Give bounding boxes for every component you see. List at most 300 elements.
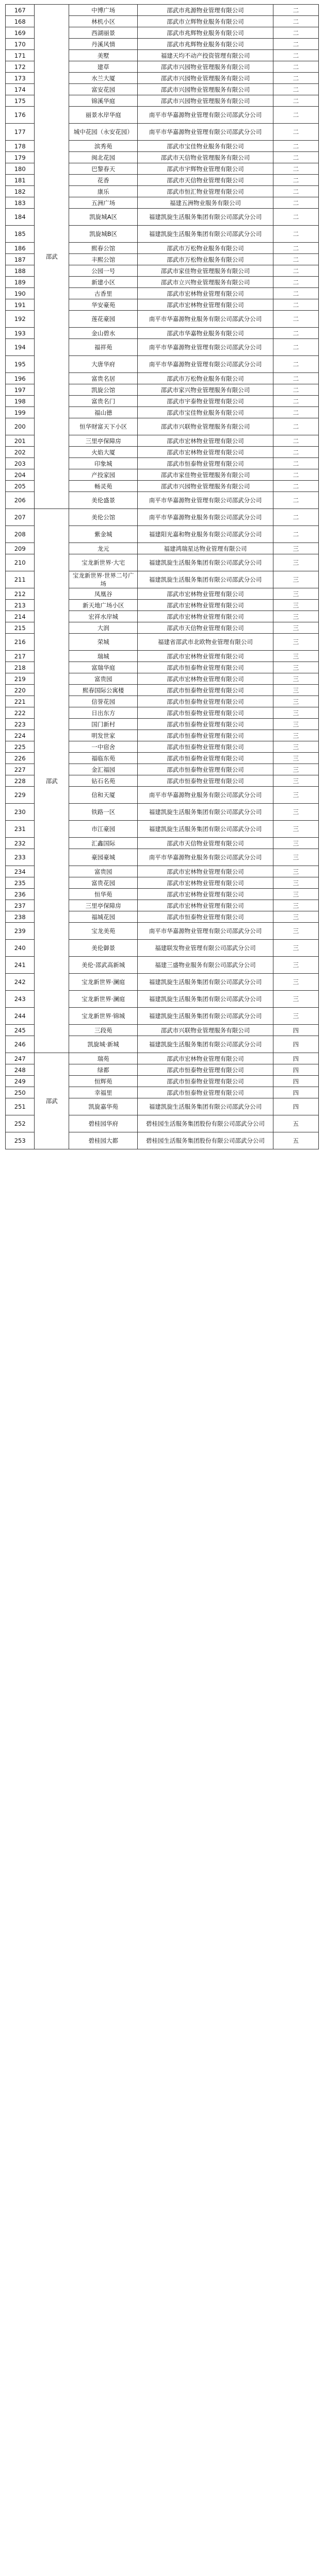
company-cell: 福建凯旋生活服务集团有限公司邵武分公司 [138, 804, 273, 821]
company-cell: 邵武市兴园物业管理服务有限公司 [138, 84, 273, 95]
row-number-cell: 253 [6, 1132, 35, 1149]
row-number-cell: 250 [6, 1087, 35, 1098]
project-name-cell: 凯旋城A区 [69, 209, 138, 226]
row-number-cell: 233 [6, 849, 35, 866]
project-name-cell: 明发世家 [69, 730, 138, 741]
project-name-cell: 美伦·邵武高新城 [69, 957, 138, 974]
company-cell: 福建凯旋生活服务集团有限公司邵武分公司 [138, 1008, 273, 1025]
level-cell: 二 [273, 163, 318, 175]
row-number-cell: 238 [6, 911, 35, 923]
row-number-cell: 252 [6, 1115, 35, 1132]
project-name-cell: 幸福里 [69, 1087, 138, 1098]
company-cell: 邵武市宏林物业管理有限公司 [138, 600, 273, 611]
company-cell: 福建凯旋生活服务集团有限公司邵武分公司 [138, 991, 273, 1008]
row-number-cell: 216 [6, 634, 35, 651]
project-name-cell: 建草 [69, 61, 138, 73]
row-number-cell: 192 [6, 311, 35, 328]
project-name-cell: 豪园豪城 [69, 849, 138, 866]
row-number-cell: 202 [6, 447, 35, 458]
company-cell: 南平市华嘉源物业服务有限公司邵武分公司 [138, 787, 273, 804]
level-cell: 三 [273, 730, 318, 741]
project-name-cell: 富瑞华庭 [69, 662, 138, 673]
row-number-cell: 236 [6, 889, 35, 900]
company-cell: 福建联发物业管理有限公司邵武分公司 [138, 940, 273, 957]
level-cell: 三 [273, 611, 318, 622]
row-number-cell: 173 [6, 73, 35, 84]
level-cell: 二 [273, 435, 318, 447]
company-cell: 邵武市恒泰物业管理有限公司 [138, 741, 273, 753]
company-cell: 福建三盛物业服务有限公司邵武分公司 [138, 957, 273, 974]
row-number-cell: 248 [6, 1064, 35, 1076]
project-name-cell: 新建小区 [69, 277, 138, 288]
level-cell: 二 [273, 407, 318, 418]
company-cell: 邵武市兴园物业管理服务有限公司 [138, 61, 273, 73]
project-name-cell: 富贵花园 [69, 877, 138, 889]
row-number-cell: 235 [6, 877, 35, 889]
row-number-cell: 169 [6, 27, 35, 39]
project-name-cell: 恒辉苑 [69, 1076, 138, 1087]
project-name-cell: 五洲广场 [69, 197, 138, 209]
row-number-cell: 247 [6, 1053, 35, 1064]
level-cell: 三 [273, 707, 318, 719]
project-name-cell: 熙春公馆 [69, 243, 138, 254]
project-name-cell: 新天地广场小区 [69, 600, 138, 611]
level-cell: 四 [273, 1098, 318, 1115]
company-cell: 邵武市恒泰物业管理有限公司 [138, 719, 273, 730]
row-number-cell: 199 [6, 407, 35, 418]
company-cell: 邵武市宏林物业管理有限公司 [138, 900, 273, 911]
row-number-cell: 188 [6, 265, 35, 277]
project-name-cell: 宝龙新世界·锦城 [69, 1008, 138, 1025]
level-cell: 二 [273, 39, 318, 50]
project-name-cell: 富贵名门 [69, 396, 138, 407]
company-cell: 福建省邵武市北欧物业管理有限公司 [138, 634, 273, 651]
level-cell: 二 [273, 356, 318, 373]
row-number-cell: 198 [6, 396, 35, 407]
level-cell: 二 [273, 447, 318, 458]
level-cell: 四 [273, 1036, 318, 1053]
level-cell: 三 [273, 571, 318, 588]
row-number-cell: 241 [6, 957, 35, 974]
company-cell: 邵武市兴园物业管理服务有限公司 [138, 481, 273, 492]
company-cell: 福建五洲物业服务有限公司 [138, 197, 273, 209]
level-cell: 三 [273, 764, 318, 775]
company-cell: 邵武市兆辉物业服务有限公司 [138, 39, 273, 50]
project-name-cell: 信誉花园 [69, 696, 138, 707]
row-number-cell: 251 [6, 1098, 35, 1115]
company-cell: 福建凯旋生活服务集团有限公司邵武分公司 [138, 554, 273, 571]
project-name-cell: 金汇福园 [69, 764, 138, 775]
level-cell: 四 [273, 1064, 318, 1076]
company-cell: 南平市华嘉源物业服务有限公司邵武分公司 [138, 849, 273, 866]
row-number-cell: 211 [6, 571, 35, 588]
row-number-cell: 218 [6, 662, 35, 673]
row-number-cell: 184 [6, 209, 35, 226]
level-cell: 二 [273, 107, 318, 124]
level-cell: 三 [273, 685, 318, 696]
level-cell: 二 [273, 458, 318, 469]
level-cell: 三 [273, 866, 318, 877]
company-cell: 邵武市天信物业管理有限公司 [138, 175, 273, 186]
company-cell: 福建凯旋生活服务集团有限公司邵武分公司 [138, 571, 273, 588]
company-cell: 南平市华嘉源物业管理有限公司邵武分公司 [138, 107, 273, 124]
level-cell: 二 [273, 124, 318, 141]
project-name-cell: 印象城 [69, 458, 138, 469]
row-number-cell: 200 [6, 418, 35, 435]
row-number-cell: 194 [6, 339, 35, 356]
project-name-cell: 福城花园 [69, 911, 138, 923]
company-cell: 邵武市恒泰物业管理有限公司 [138, 1087, 273, 1098]
company-cell: 邵武市立辉物业服务有限公司 [138, 16, 273, 27]
project-name-cell: 绿都 [69, 1064, 138, 1076]
company-cell: 邵武市宏林物业管理有限公司 [138, 651, 273, 662]
project-name-cell: 市江豪园 [69, 821, 138, 838]
level-cell: 二 [273, 328, 318, 339]
level-cell: 二 [273, 288, 318, 299]
company-cell: 邵武市兆源物业管理有限公司 [138, 5, 273, 16]
project-name-cell: 美伦公馆 [69, 509, 138, 526]
company-cell: 邵武市宏林物业管理有限公司 [138, 866, 273, 877]
company-cell: 福建阳光嘉和物业服务有限公司邵武分公司 [138, 526, 273, 543]
row-number-cell: 215 [6, 622, 35, 634]
level-cell: 二 [273, 61, 318, 73]
row-number-cell: 219 [6, 673, 35, 685]
level-cell: 二 [273, 311, 318, 328]
level-cell: 三 [273, 554, 318, 571]
level-cell: 二 [273, 265, 318, 277]
company-cell: 南平市华嘉源物业管理有限公司邵武分公司 [138, 124, 273, 141]
level-cell: 三 [273, 804, 318, 821]
company-cell: 南平市华嘉源物业管理有限公司邵武分公司 [138, 923, 273, 940]
row-number-cell: 209 [6, 543, 35, 554]
company-cell: 南平市华嘉源物业服务有限公司邵武分公司 [138, 311, 273, 328]
row-number-cell: 182 [6, 186, 35, 197]
level-cell: 三 [273, 696, 318, 707]
level-cell: 二 [273, 197, 318, 209]
company-cell: 邵武市兴联物业管理服务有限公司 [138, 418, 273, 435]
level-cell: 四 [273, 1087, 318, 1098]
row-number-cell: 178 [6, 141, 35, 152]
project-name-cell: 宝龙新世界·世界二号广场 [69, 571, 138, 588]
row-number-cell: 217 [6, 651, 35, 662]
row-number-cell: 172 [6, 61, 35, 73]
row-number-cell: 170 [6, 39, 35, 50]
level-cell: 三 [273, 719, 318, 730]
level-cell: 二 [273, 175, 318, 186]
level-cell: 三 [273, 662, 318, 673]
row-number-cell: 174 [6, 84, 35, 95]
row-number-cell: 177 [6, 124, 35, 141]
company-cell: 邵武市宇辉物业管理有限公司 [138, 163, 273, 175]
project-name-cell: 铁路一区 [69, 804, 138, 821]
level-cell: 二 [273, 5, 318, 16]
row-number-cell: 246 [6, 1036, 35, 1053]
row-number-cell: 226 [6, 753, 35, 764]
company-cell: 邵武市恒泰物业管理有限公司 [138, 696, 273, 707]
city-cell: 邵武 [35, 1053, 69, 1149]
level-cell: 二 [273, 152, 318, 163]
project-name-cell: 巴黎春天 [69, 163, 138, 175]
level-cell: 三 [273, 849, 318, 866]
row-number-cell: 185 [6, 226, 35, 243]
company-cell: 福建凯旋生活服务集团有限公司邵武分公司 [138, 1098, 273, 1115]
project-name-cell: 瑞苑 [69, 1053, 138, 1064]
project-name-cell: 瑞城 [69, 651, 138, 662]
row-number-cell: 210 [6, 554, 35, 571]
row-number-cell: 204 [6, 469, 35, 481]
level-cell: 二 [273, 84, 318, 95]
company-cell: 邵武市家佳物业管理服务有限公司 [138, 469, 273, 481]
company-cell: 南平市华嘉源物业服务有限公司邵武分公司 [138, 509, 273, 526]
row-number-cell: 207 [6, 509, 35, 526]
row-number-cell: 179 [6, 152, 35, 163]
company-cell: 邵武市宏林物业管理有限公司 [138, 1053, 273, 1064]
project-name-cell: 福祥苑 [69, 339, 138, 356]
level-cell: 四 [273, 1053, 318, 1064]
row-number-cell: 181 [6, 175, 35, 186]
project-name-cell: 凯旋公馆 [69, 384, 138, 396]
company-cell: 邵武市恒泰物业管理有限公司 [138, 753, 273, 764]
row-number-cell: 239 [6, 923, 35, 940]
project-name-cell: 火焰大厦 [69, 447, 138, 458]
level-cell: 二 [273, 141, 318, 152]
row-number-cell: 168 [6, 16, 35, 27]
project-name-cell: 富贵名居 [69, 373, 138, 384]
project-name-cell: 华安豪苑 [69, 299, 138, 311]
row-number-cell: 183 [6, 197, 35, 209]
row-number-cell: 249 [6, 1076, 35, 1087]
level-cell: 三 [273, 775, 318, 787]
project-name-cell: 宝龙新世界·大宅 [69, 554, 138, 571]
level-cell: 四 [273, 1025, 318, 1036]
row-number-cell: 244 [6, 1008, 35, 1025]
company-cell: 邵武市宇泰物业管理有限公司 [138, 396, 273, 407]
project-name-cell: 福山德 [69, 407, 138, 418]
project-name-cell: 紫金城 [69, 526, 138, 543]
company-cell: 福建鸿瑞星达物业管理有限公司 [138, 543, 273, 554]
row-number-cell: 223 [6, 719, 35, 730]
row-number-cell: 232 [6, 838, 35, 849]
level-cell: 三 [273, 957, 318, 974]
company-cell: 邵武市兴联物业管理服务有限公司 [138, 1025, 273, 1036]
row-number-cell: 224 [6, 730, 35, 741]
project-name-cell: 水兰大厦 [69, 73, 138, 84]
company-cell: 南平市华嘉源物业管理有限公司邵武分公司 [138, 492, 273, 509]
project-name-cell: 宏祥水岸城 [69, 611, 138, 622]
row-number-cell: 189 [6, 277, 35, 288]
level-cell: 二 [273, 492, 318, 509]
project-name-cell: 汇鑫国际 [69, 838, 138, 849]
project-name-cell: 富贵园 [69, 866, 138, 877]
company-cell: 邵武市恒泰物业管理有限公司 [138, 662, 273, 673]
level-cell: 三 [273, 634, 318, 651]
row-number-cell: 196 [6, 373, 35, 384]
company-cell: 邵武市兆辉物业服务有限公司 [138, 27, 273, 39]
row-number-cell: 229 [6, 787, 35, 804]
project-name-cell: 三里亭保障房 [69, 900, 138, 911]
company-cell: 南平市华嘉源物业管理有限公司邵武分公司 [138, 339, 273, 356]
company-cell: 福建凯旋生活服务集团有限公司邵武分公司 [138, 209, 273, 226]
level-cell: 二 [273, 209, 318, 226]
level-cell: 二 [273, 396, 318, 407]
level-cell: 二 [273, 418, 318, 435]
company-cell: 邵武市恒泰物业管理有限公司 [138, 1076, 273, 1087]
level-cell: 二 [273, 254, 318, 265]
project-name-cell: 日出东方 [69, 707, 138, 719]
company-cell: 福建天均不动产投资管理有限公司 [138, 50, 273, 61]
company-cell: 邵武市宝佳物业服务有限公司 [138, 407, 273, 418]
row-number-cell: 193 [6, 328, 35, 339]
level-cell: 三 [273, 889, 318, 900]
level-cell: 三 [273, 991, 318, 1008]
level-cell: 二 [273, 339, 318, 356]
row-number-cell: 221 [6, 696, 35, 707]
level-cell: 二 [273, 373, 318, 384]
company-cell: 碧桂园生活服务集团股份有限公司邵武分公司 [138, 1132, 273, 1149]
company-cell: 邵武市天信物业管理服务有限公司 [138, 152, 273, 163]
level-cell: 二 [273, 526, 318, 543]
level-cell: 三 [273, 651, 318, 662]
company-cell: 邵武市恒泰物业管理有限公司 [138, 707, 273, 719]
row-number-cell: 245 [6, 1025, 35, 1036]
company-cell: 邵武市宏林物业管理有限公司 [138, 435, 273, 447]
row-number-cell: 187 [6, 254, 35, 265]
company-cell: 福建凯旋生活服务集团有限公司邵武分公司 [138, 821, 273, 838]
project-name-cell: 林机小区 [69, 16, 138, 27]
project-name-cell: 富安花园 [69, 84, 138, 95]
level-cell: 二 [273, 299, 318, 311]
level-cell: 三 [273, 821, 318, 838]
row-number-cell: 242 [6, 974, 35, 991]
company-cell: 邵武市宏林物业管理有限公司 [138, 588, 273, 600]
company-cell: 邵武市恒泰物业管理有限公司 [138, 1064, 273, 1076]
company-cell: 福建凯旋生活服务集团有限公司邵武分公司 [138, 226, 273, 243]
level-cell: 三 [273, 588, 318, 600]
level-cell: 三 [273, 911, 318, 923]
level-cell: 二 [273, 481, 318, 492]
city-cell: 邵武 [35, 509, 69, 1053]
row-number-cell: 240 [6, 940, 35, 957]
company-cell: 邵武市万松物业服务有限公司 [138, 243, 273, 254]
company-cell: 邵武市恒泰物业管理有限公司 [138, 911, 273, 923]
company-cell: 邵武市家兴物业管理服务有限公司 [138, 384, 273, 396]
project-name-cell: 锦溪华庭 [69, 95, 138, 107]
table-row [6, 5, 319, 16]
project-name-cell: 产投家园 [69, 469, 138, 481]
project-name-cell: 一中宿舍 [69, 741, 138, 753]
company-cell: 邵武市华嘉物业服务有限公司 [138, 328, 273, 339]
project-name-cell: 三里亭保障房 [69, 435, 138, 447]
table-row [6, 1053, 319, 1064]
row-number-cell: 225 [6, 741, 35, 753]
project-name-cell: 丹溪风情 [69, 39, 138, 50]
row-number-cell: 237 [6, 900, 35, 911]
level-cell: 三 [273, 838, 318, 849]
row-number-cell: 201 [6, 435, 35, 447]
project-name-cell: 古香里 [69, 288, 138, 299]
level-cell: 三 [273, 1008, 318, 1025]
project-name-cell: 莲花豪园 [69, 311, 138, 328]
row-number-cell: 243 [6, 991, 35, 1008]
level-cell: 三 [273, 753, 318, 764]
row-number-cell: 227 [6, 764, 35, 775]
project-name-cell: 碧桂园大都 [69, 1132, 138, 1149]
level-cell: 三 [273, 974, 318, 991]
row-number-cell: 195 [6, 356, 35, 373]
project-name-cell: 凯旋城·新城 [69, 1036, 138, 1053]
row-number-cell: 228 [6, 775, 35, 787]
level-cell: 二 [273, 73, 318, 84]
project-name-cell: 凤凰谷 [69, 588, 138, 600]
company-cell: 邵武市万松物业服务有限公司 [138, 373, 273, 384]
company-cell: 邵武市天信物业管理有限公司 [138, 622, 273, 634]
project-name-cell: 国门新村 [69, 719, 138, 730]
row-number-cell: 180 [6, 163, 35, 175]
project-name-cell: 宝龙新世界·澜庭 [69, 991, 138, 1008]
level-cell: 二 [273, 186, 318, 197]
level-cell: 二 [273, 384, 318, 396]
company-cell: 邵武市天信物业管理有限公司 [138, 838, 273, 849]
project-name-cell: 三段苑 [69, 1025, 138, 1036]
company-cell: 邵武市万松物业服务有限公司 [138, 254, 273, 265]
project-name-cell: 丽景水岸华庭 [69, 107, 138, 124]
company-cell: 邵武市恒泰物业管理有限公司 [138, 685, 273, 696]
company-cell: 邵武市宏林物业管理有限公司 [138, 447, 273, 458]
row-number-cell: 208 [6, 526, 35, 543]
level-cell: 二 [273, 50, 318, 61]
company-cell: 邵武市宝佳物业服务有限公司 [138, 141, 273, 152]
company-cell: 福建凯旋生活服务集团有限公司邵武分公司 [138, 1036, 273, 1053]
company-cell: 邵武市宏林物业管理有限公司 [138, 611, 273, 622]
row-number-cell: 214 [6, 611, 35, 622]
company-cell: 邵武市恒汇物业管理有限公司 [138, 186, 273, 197]
row-number-cell: 212 [6, 588, 35, 600]
level-cell: 三 [273, 600, 318, 611]
project-name-cell: 恒华财富天下小区 [69, 418, 138, 435]
company-cell: 邵武市家佳物业管理服务有限公司 [138, 265, 273, 277]
company-cell: 邵武市恒泰物业管理有限公司 [138, 764, 273, 775]
table-row [6, 509, 319, 526]
project-name-cell: 碧桂园华府 [69, 1115, 138, 1132]
project-name-cell: 丰熙公馆 [69, 254, 138, 265]
project-name-cell: 西湖丽景 [69, 27, 138, 39]
city-cell: 邵武 [35, 5, 69, 509]
level-cell: 三 [273, 543, 318, 554]
row-number-cell: 222 [6, 707, 35, 719]
project-name-cell: 金山碧水 [69, 328, 138, 339]
level-cell: 二 [273, 27, 318, 39]
project-name-cell: 美墅 [69, 50, 138, 61]
company-cell: 福建凯旋生活服务集团有限公司邵武分公司 [138, 974, 273, 991]
row-number-cell: 206 [6, 492, 35, 509]
project-name-cell: 宝龙美苑 [69, 923, 138, 940]
row-number-cell: 167 [6, 5, 35, 16]
level-cell: 三 [273, 673, 318, 685]
project-name-cell: 中博广场 [69, 5, 138, 16]
level-cell: 二 [273, 509, 318, 526]
row-number-cell: 231 [6, 821, 35, 838]
company-cell: 邵武市宏林物业管理有限公司 [138, 889, 273, 900]
row-number-cell: 197 [6, 384, 35, 396]
row-number-cell: 230 [6, 804, 35, 821]
level-cell: 三 [273, 787, 318, 804]
project-name-cell: 闽北花园 [69, 152, 138, 163]
project-name-cell: 龙元 [69, 543, 138, 554]
company-cell: 邵武市立兴物业管理服务有限公司 [138, 277, 273, 288]
project-name-cell: 公园一号 [69, 265, 138, 277]
company-cell: 邵武市兴园物业管理服务有限公司 [138, 95, 273, 107]
row-number-cell: 203 [6, 458, 35, 469]
